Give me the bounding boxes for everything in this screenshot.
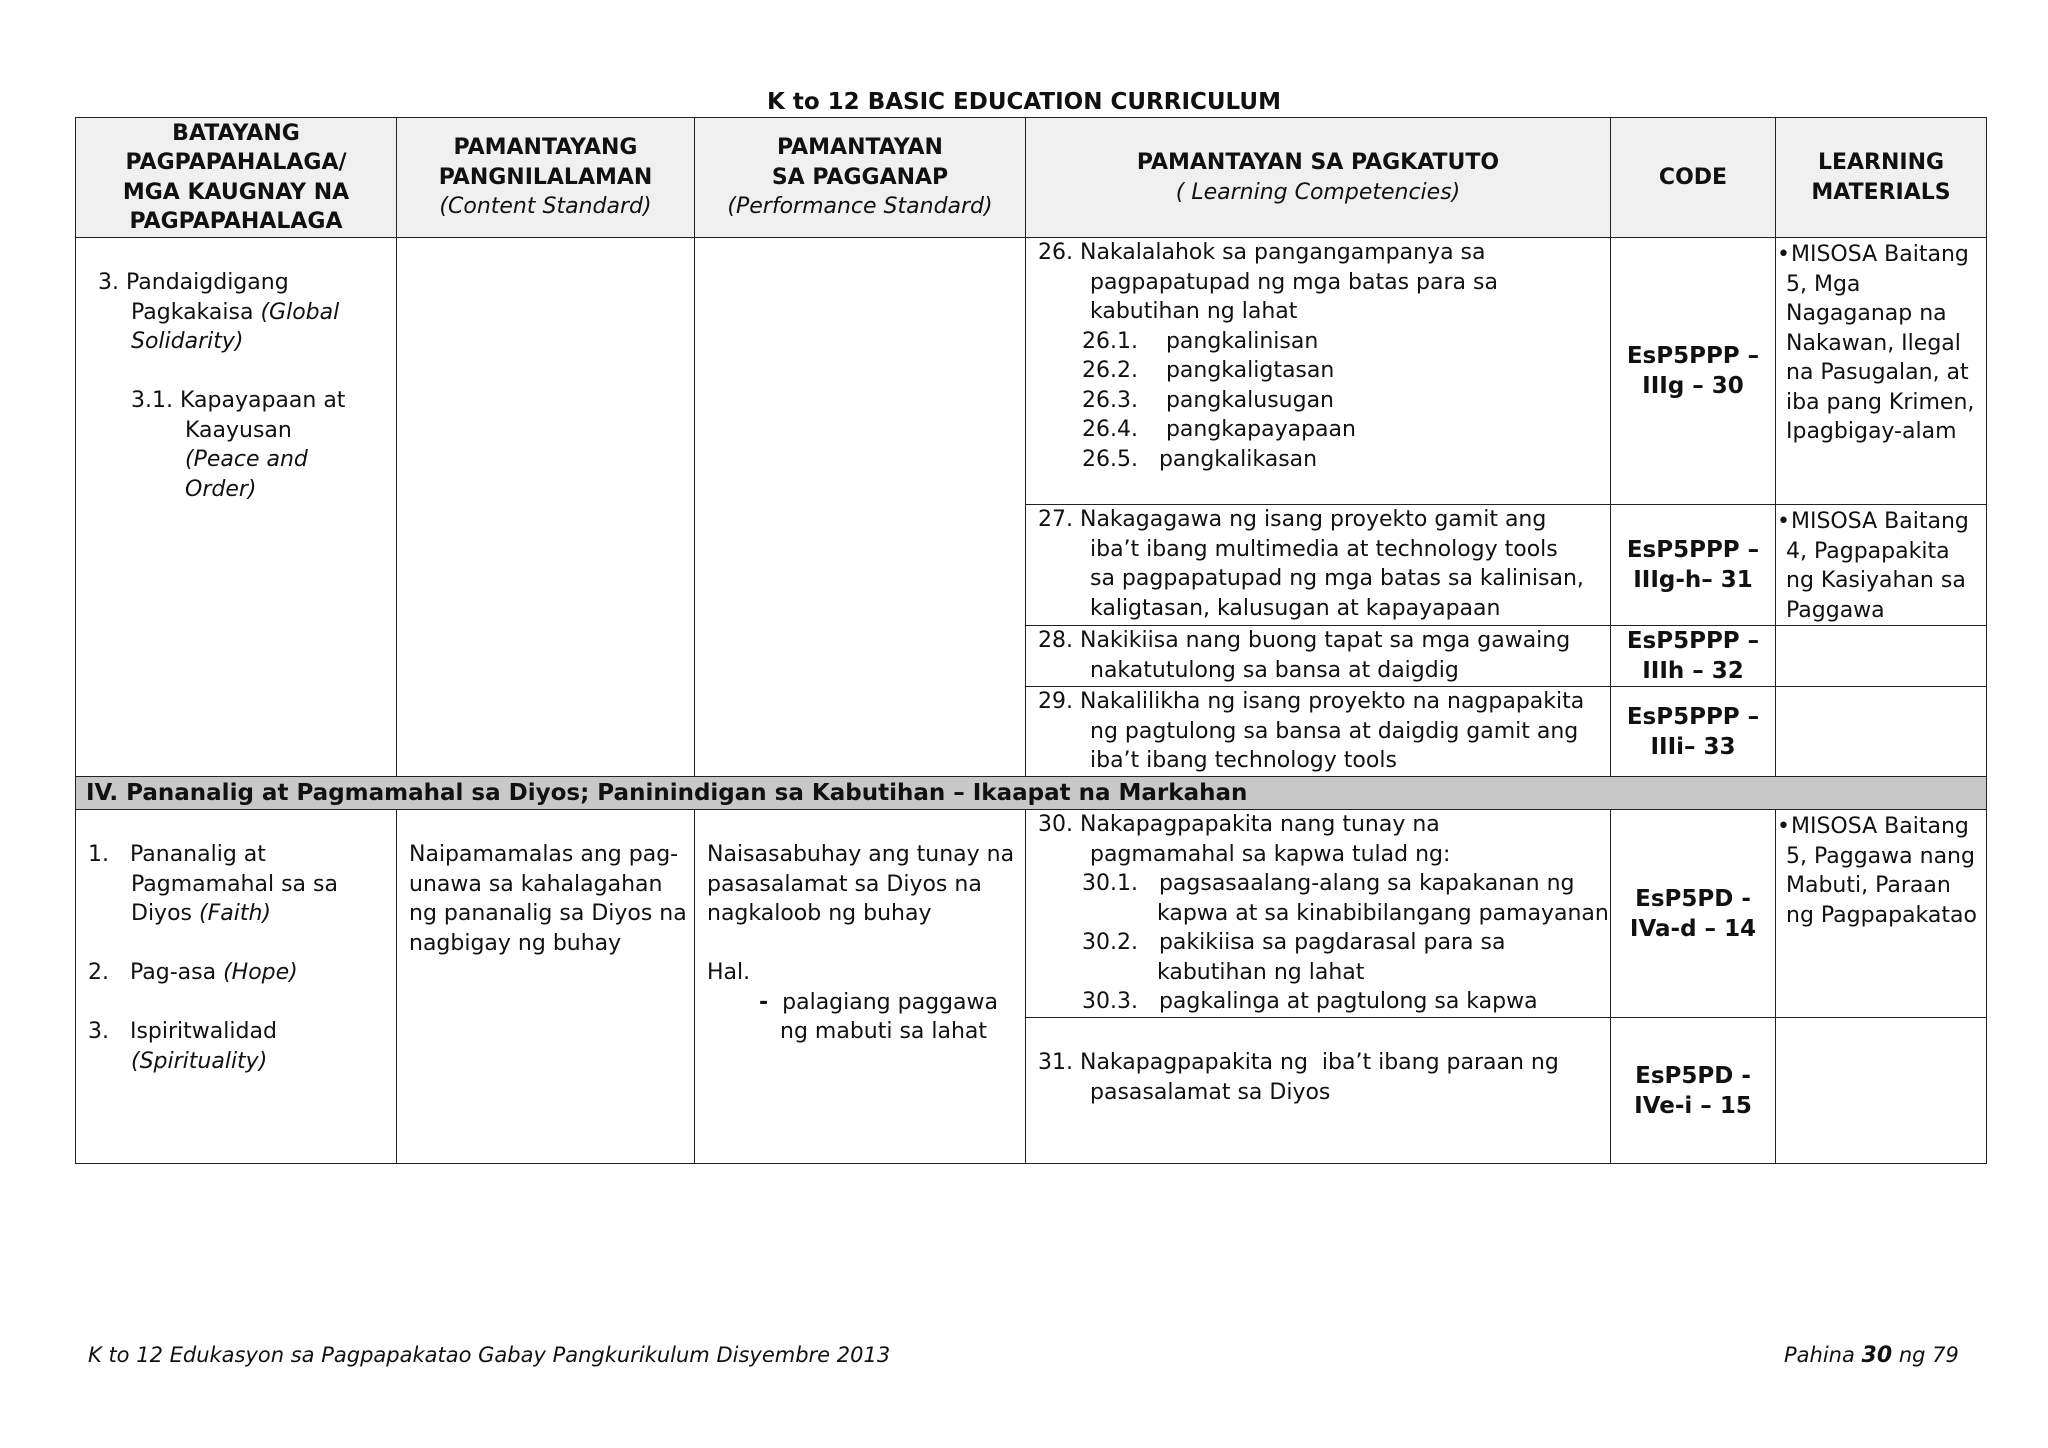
footer-document-name: K to 12 Edukasyon sa Pagpapakatao Gabay Pangkurikulum Disyembre 2013: [88, 1343, 891, 1367]
content-standard-cell-q3: [397, 238, 695, 777]
curriculum-table: [75, 117, 1987, 1164]
quarter-header-row: [76, 777, 1987, 810]
materials-cell: • MISOSA Baitang 5, Paggawa nang Mabuti, Paraan ng Pagpapakatao: [1776, 810, 1987, 1018]
code-cell: EsP5PD - IVa-d – 14: [1611, 810, 1776, 1018]
performance-standard-cell-q4: Naisasabuhay ang tunay na pasasalamat sa Diyos na nagkaloob ng buhay Hal. - palagiang paggawa ng mabuti sa lahat: [695, 810, 1026, 1164]
code-cell: EsP5PPP – IIIh – 32: [1611, 626, 1776, 687]
header-content-standard: PAMANTAYANG PANGNILALAMAN (Content Standard): [397, 118, 695, 238]
table-row: [76, 810, 1987, 1018]
performance-standard-cell-q3: [695, 238, 1026, 777]
materials-cell: [1776, 626, 1987, 687]
materials-cell: [1776, 687, 1987, 777]
competency-27: 27. Nakagagawa ng isang proyekto gamit ang iba’t ibang multimedia at technology tools sa pagpapatupad ng mga batas sa kalinisan, kaligtasan, kalusugan at kapayapaan: [1026, 505, 1611, 626]
code-cell: EsP5PPP – IIIi– 33: [1611, 687, 1776, 777]
competency-31: 31. Nakapagpapakita ng iba’t ibang paraan ng pasasalamat sa Diyos: [1026, 1018, 1611, 1164]
competency-26: 26. Nakalalahok sa pangangampanya sa pagpapatupad ng mga batas para sa kabutihan ng lahat 26.1. pangkalinisan 26.2. pangkaligtasan 26.3. pangkalusugan 26.4. pangkapayapaan 26.5. pangkalikasan: [1026, 238, 1611, 505]
values-cell-q3: 3. Pandaigdigang Pagkakaisa (Global Solidarity) 3.1. Kapayapaan at Kaayusan (Peace and Order): [76, 238, 397, 777]
code-cell: EsP5PPP – IIIg – 30: [1611, 238, 1776, 505]
quarter-4-header: IV. Pananalig at Pagmamahal sa Diyos; Paninindigan sa Kabutihan – Ikaapat na Markahan: [76, 777, 1987, 810]
document-title: K to 12 BASIC EDUCATION CURRICULUM: [767, 89, 1281, 115]
header-learning-competencies: PAMANTAYAN SA PAGKATUTO ( Learning Competencies): [1026, 118, 1611, 238]
table-header-row: [76, 118, 1987, 238]
header-performance-standard: PAMANTAYAN SA PAGGANAP (Performance Standard): [695, 118, 1026, 238]
header-values: BATAYANG PAGPAPAHALAGA/ MGA KAUGNAY NA PAGPAPAHALAGA: [76, 118, 397, 238]
values-cell-q4: 1. Pananalig at Pagmamahal sa sa Diyos (Faith) 2. Pag-asa (Hope) 3. Ispiritwalidad (Spirituality): [76, 810, 397, 1164]
footer-page-number: Pahina 30 ng 79: [1784, 1343, 1959, 1368]
materials-cell: • MISOSA Baitang 5, Mga Nagaganap na Nakawan, Ilegal na Pasugalan, at iba pang Krimen, Ipagbigay-alam: [1776, 238, 1987, 505]
competency-28: 28. Nakikiisa nang buong tapat sa mga gawaing nakatutulong sa bansa at daigdig: [1026, 626, 1611, 687]
header-code: CODE: [1611, 118, 1776, 238]
materials-cell: [1776, 1018, 1987, 1164]
competency-30: 30. Nakapagpapakita nang tunay na pagmamahal sa kapwa tulad ng: 30.1. pagsasaalang-alang sa kapakanan ng kapwa at sa kinabibilangang pamayanan 30.2. pakikiisa sa pagdarasal para sa kabutihan ng lahat 30.3. pagkalinga at pagtulong sa kapwa: [1026, 810, 1611, 1018]
materials-cell: • MISOSA Baitang 4, Pagpapakita ng Kasiyahan sa Paggawa: [1776, 505, 1987, 626]
code-cell: EsP5PD - IVe-i – 15: [1611, 1018, 1776, 1164]
competency-29: 29. Nakalilikha ng isang proyekto na nagpapakita ng pagtulong sa bansa at daigdig gamit ang iba’t ibang technology tools: [1026, 687, 1611, 777]
content-standard-cell-q4: Naipamamalas ang pag- unawa sa kahalagahan ng pananalig sa Diyos na nagbigay ng buhay: [397, 810, 695, 1164]
header-learning-materials: LEARNING MATERIALS: [1776, 118, 1987, 238]
table-row: [76, 238, 1987, 505]
code-cell: EsP5PPP – IIIg-h– 31: [1611, 505, 1776, 626]
